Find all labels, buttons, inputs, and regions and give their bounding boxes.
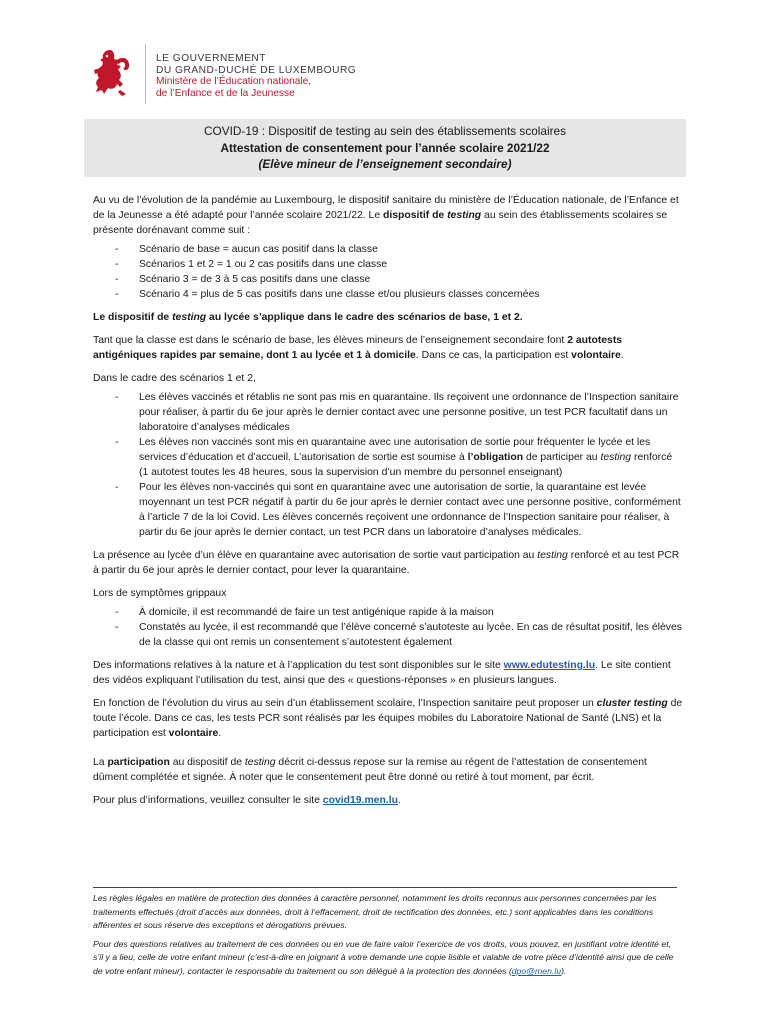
scenario-12-item-2-text: Les élèves non vaccinés sont mis en quarantaine avec une autorisation de sortie pour fréquenter le lycée et les services d’éducation et d’accueil. L’autorisation de sortie est soumise à <box>139 437 651 463</box>
ministry-header <box>156 53 356 100</box>
info-text-end: . Le site contient des vidéos expliquant l’utilisation du test, ainsi que des « questions-réponses » en plusieurs langues. <box>93 660 671 686</box>
applies-italic: testing <box>172 312 207 323</box>
list-item: - À domicile, il est recommandé de faire un test antigénique rapide à la maison <box>139 605 683 620</box>
participation-text: La <box>93 757 108 768</box>
list-item: - Scénario 4 = plus de 5 cas positifs dans une classe et/ou plusieurs classes concernées <box>139 287 683 302</box>
covid19-link[interactable]: covid19.men.lu <box>322 795 398 806</box>
presence-paragraph <box>93 548 683 578</box>
ministry-line-1: Ministère de l’Éducation nationale, <box>156 76 312 88</box>
list-item: - Scénario 3 = de 3 à 5 cas positifs dans une classe <box>139 272 683 287</box>
list-item <box>139 435 683 480</box>
scenario-12-item-2-bold: l’obligation <box>467 452 524 463</box>
footer-paragraph-1: Les règles légales en matière de protection des données à caractère personnel, notamment les droits reconnus aux personnes concernées par les traitements effectués (droit d’accès aux données, droit à l’effacement, droit de rectification des données, etc.) sont applicables dans les conditions afférentes et sous réserve des exceptions et dérogations prévues. <box>93 893 657 931</box>
red-lion-icon <box>90 44 134 100</box>
symptoms-list <box>93 605 683 650</box>
list-item: - Scénarios 1 et 2 = 1 ou 2 cas positifs dans une classe <box>139 257 683 272</box>
document-title-box <box>84 119 686 177</box>
info-text: Des informations relatives à la nature et à l’application du test sont disponibles sur le site <box>93 660 504 671</box>
title-line-1: COVID-19 : Dispositif de testing au sein des établissements scolaires <box>204 124 566 138</box>
intro-paragraph <box>93 193 683 238</box>
presence-text: La présence au lycée d’un élève en quarantaine avec autorisation de sortie vaut participation au <box>93 550 538 561</box>
participation-paragraph <box>93 755 683 785</box>
cluster-text: En fonction de l’évolution du virus au sein d’un établissement scolaire, l’Inspection sanitaire peut proposer un <box>93 698 597 709</box>
ministry-line-2: de l’Enfance et de la Jeunesse <box>156 88 295 100</box>
scenario-list <box>93 242 683 302</box>
list-item <box>139 390 683 435</box>
footer-notes <box>93 892 683 984</box>
base-text: Tant que la classe est dans le scénario de base, les élèves mineurs de l’enseignement secondaire font <box>93 335 568 346</box>
cluster-text-2: de toute l’école. Dans ce cas, les tests PCR sont réalisés par les équipes mobiles du Laboratoire National de Santé (LNS) et la participation est <box>93 698 683 739</box>
base-scenario-paragraph <box>93 333 683 363</box>
title-line-3: (Elève mineur de l’enseignement secondaire) <box>258 157 512 172</box>
applies-text: Le dispositif de <box>93 312 173 323</box>
more-info-text: Pour plus d’informations, veuillez consulter le site <box>93 795 323 806</box>
logo-divider <box>145 44 146 104</box>
footer-paragraph-2 <box>93 938 683 979</box>
symptoms-intro: Lors de symptômes grippaux <box>93 588 227 599</box>
cluster-bold: volontaire <box>168 728 219 739</box>
intro-bold-italic: testing <box>447 210 482 221</box>
document-body <box>93 193 683 816</box>
edutesting-link[interactable]: www.edutesting.lu <box>503 660 596 671</box>
scenario-12-item-1: Les élèves vaccinés et rétablis ne sont pas mis en quarantaine. Ils reçoivent une ordonnance de l’Inspection sanitaire pour réaliser, à partir du 6e jour après le dernier contact avec une personne positive, un test PCR facultatif dans un laboratoire d’analyses médicales <box>139 392 679 433</box>
participation-italic: testing <box>244 757 276 768</box>
footer-text: Pour des questions relatives au traitement de ces données ou en vue de faire valoir l’exercice de vos droits, vous pouvez, en justifiant votre identité et, s’il y a lieu, celle de votre enfant mineur (c’est-à-dire en joignant à votre demande une copie lisible et valable de votre pièce d’identité ainsi que de celle de votre enfant mineur), contacter le responsable du traitement ou son délégué à la protection des données ( <box>93 938 674 976</box>
intro-text-end: au sein des établissements scolaires se présente dorénavant comme suit : <box>93 210 668 236</box>
scenarios-12-intro: Dans le cadre des scénarios 1 et 2, <box>93 373 256 384</box>
base-bold: 2 autotests antigéniques rapides par semaine, dont 1 au lycée et 1 à domicile <box>93 335 623 361</box>
presence-italic: testing <box>537 550 568 561</box>
participation-bold: participation <box>107 757 170 768</box>
footer-text-end: ). <box>561 965 567 976</box>
scenario-12-item-2-text-2: de participer au <box>523 452 601 463</box>
dpo-email-link[interactable]: dpo@men.lu <box>511 965 562 976</box>
list-item: - Scénario de base = aucun cas positif dans la classe <box>139 242 683 257</box>
intro-bold: dispositif de <box>383 210 448 221</box>
applies-paragraph <box>93 310 683 325</box>
participation-text-end: décrit ci-dessus repose sur la remise au régent de l’attestation de consentement dûment complétée et signée. À noter que le consentement peut être donné ou retiré à tout moment, par écrit. <box>93 757 647 783</box>
list-item <box>139 480 683 540</box>
footer-divider <box>93 887 677 888</box>
base-bold-2: volontaire <box>571 350 621 361</box>
government-line-2: DU GRAND-DUCHÉ DE LUXEMBOURG <box>156 64 357 76</box>
scenario-12-item-3: Pour les élèves non-vaccinés qui sont en quarantaine avec une autorisation de sortie, la quarantaine est levée moyennant un test PCR négatif à partir du 6e jour après le dernier contact avec une personne positive, conformément à l’article 7 de la loi Covid. Les élèves concernés reçoivent une ordonnance de l’Inspection sanitaire pour réaliser, à partir du 6e jour après le dernier contact, un test PCR dans un laboratoire d’analyses médicales. <box>139 482 681 538</box>
cluster-paragraph <box>93 696 683 741</box>
applies-text-end: au lycée s’applique dans le cadre des scénarios de base, 1 et 2. <box>206 312 523 323</box>
government-line-1: LE GOUVERNEMENT <box>156 53 266 64</box>
scenario-12-item-2-italic: testing <box>600 452 632 463</box>
base-text-2: . Dans ce cas, la participation est <box>415 350 572 361</box>
info-paragraph <box>93 658 683 688</box>
list-item: - Constatés au lycée, il est recommandé que l’élève concerné s’autoteste au lycée. En cas de résultat positif, les élèves de la classe qui ont remis un consentement s’autotestent également <box>139 620 683 650</box>
participation-text-2: au dispositif de <box>169 757 245 768</box>
base-text-end: . <box>620 350 624 361</box>
cluster-text-end: . <box>218 728 222 739</box>
scenario-12-item-2-text-end: renforcé (1 autotest toutes les 48 heures, sous la supervision d’un membre du personnel enseignant) <box>139 452 673 478</box>
presence-text-end: renforcé et au test PCR à partir du 6e jour après le dernier contact, pour lever la quarantaine. <box>93 550 680 576</box>
more-info-text-end: . <box>397 795 401 806</box>
title-line-2: Attestation de consentement pour l’année scolaire 2021/22 <box>220 140 550 155</box>
cluster-bold-italic: cluster testing <box>596 698 668 709</box>
intro-text: Au vu de l’évolution de la pandémie au Luxembourg, le dispositif sanitaire du ministère de l’Éducation nationale, de l’Enfance et de la Jeunesse a été adapté pour l’année scolaire 2021/22. Le <box>93 195 679 221</box>
more-info-paragraph <box>93 793 683 808</box>
scenarios-12-list <box>93 390 683 540</box>
